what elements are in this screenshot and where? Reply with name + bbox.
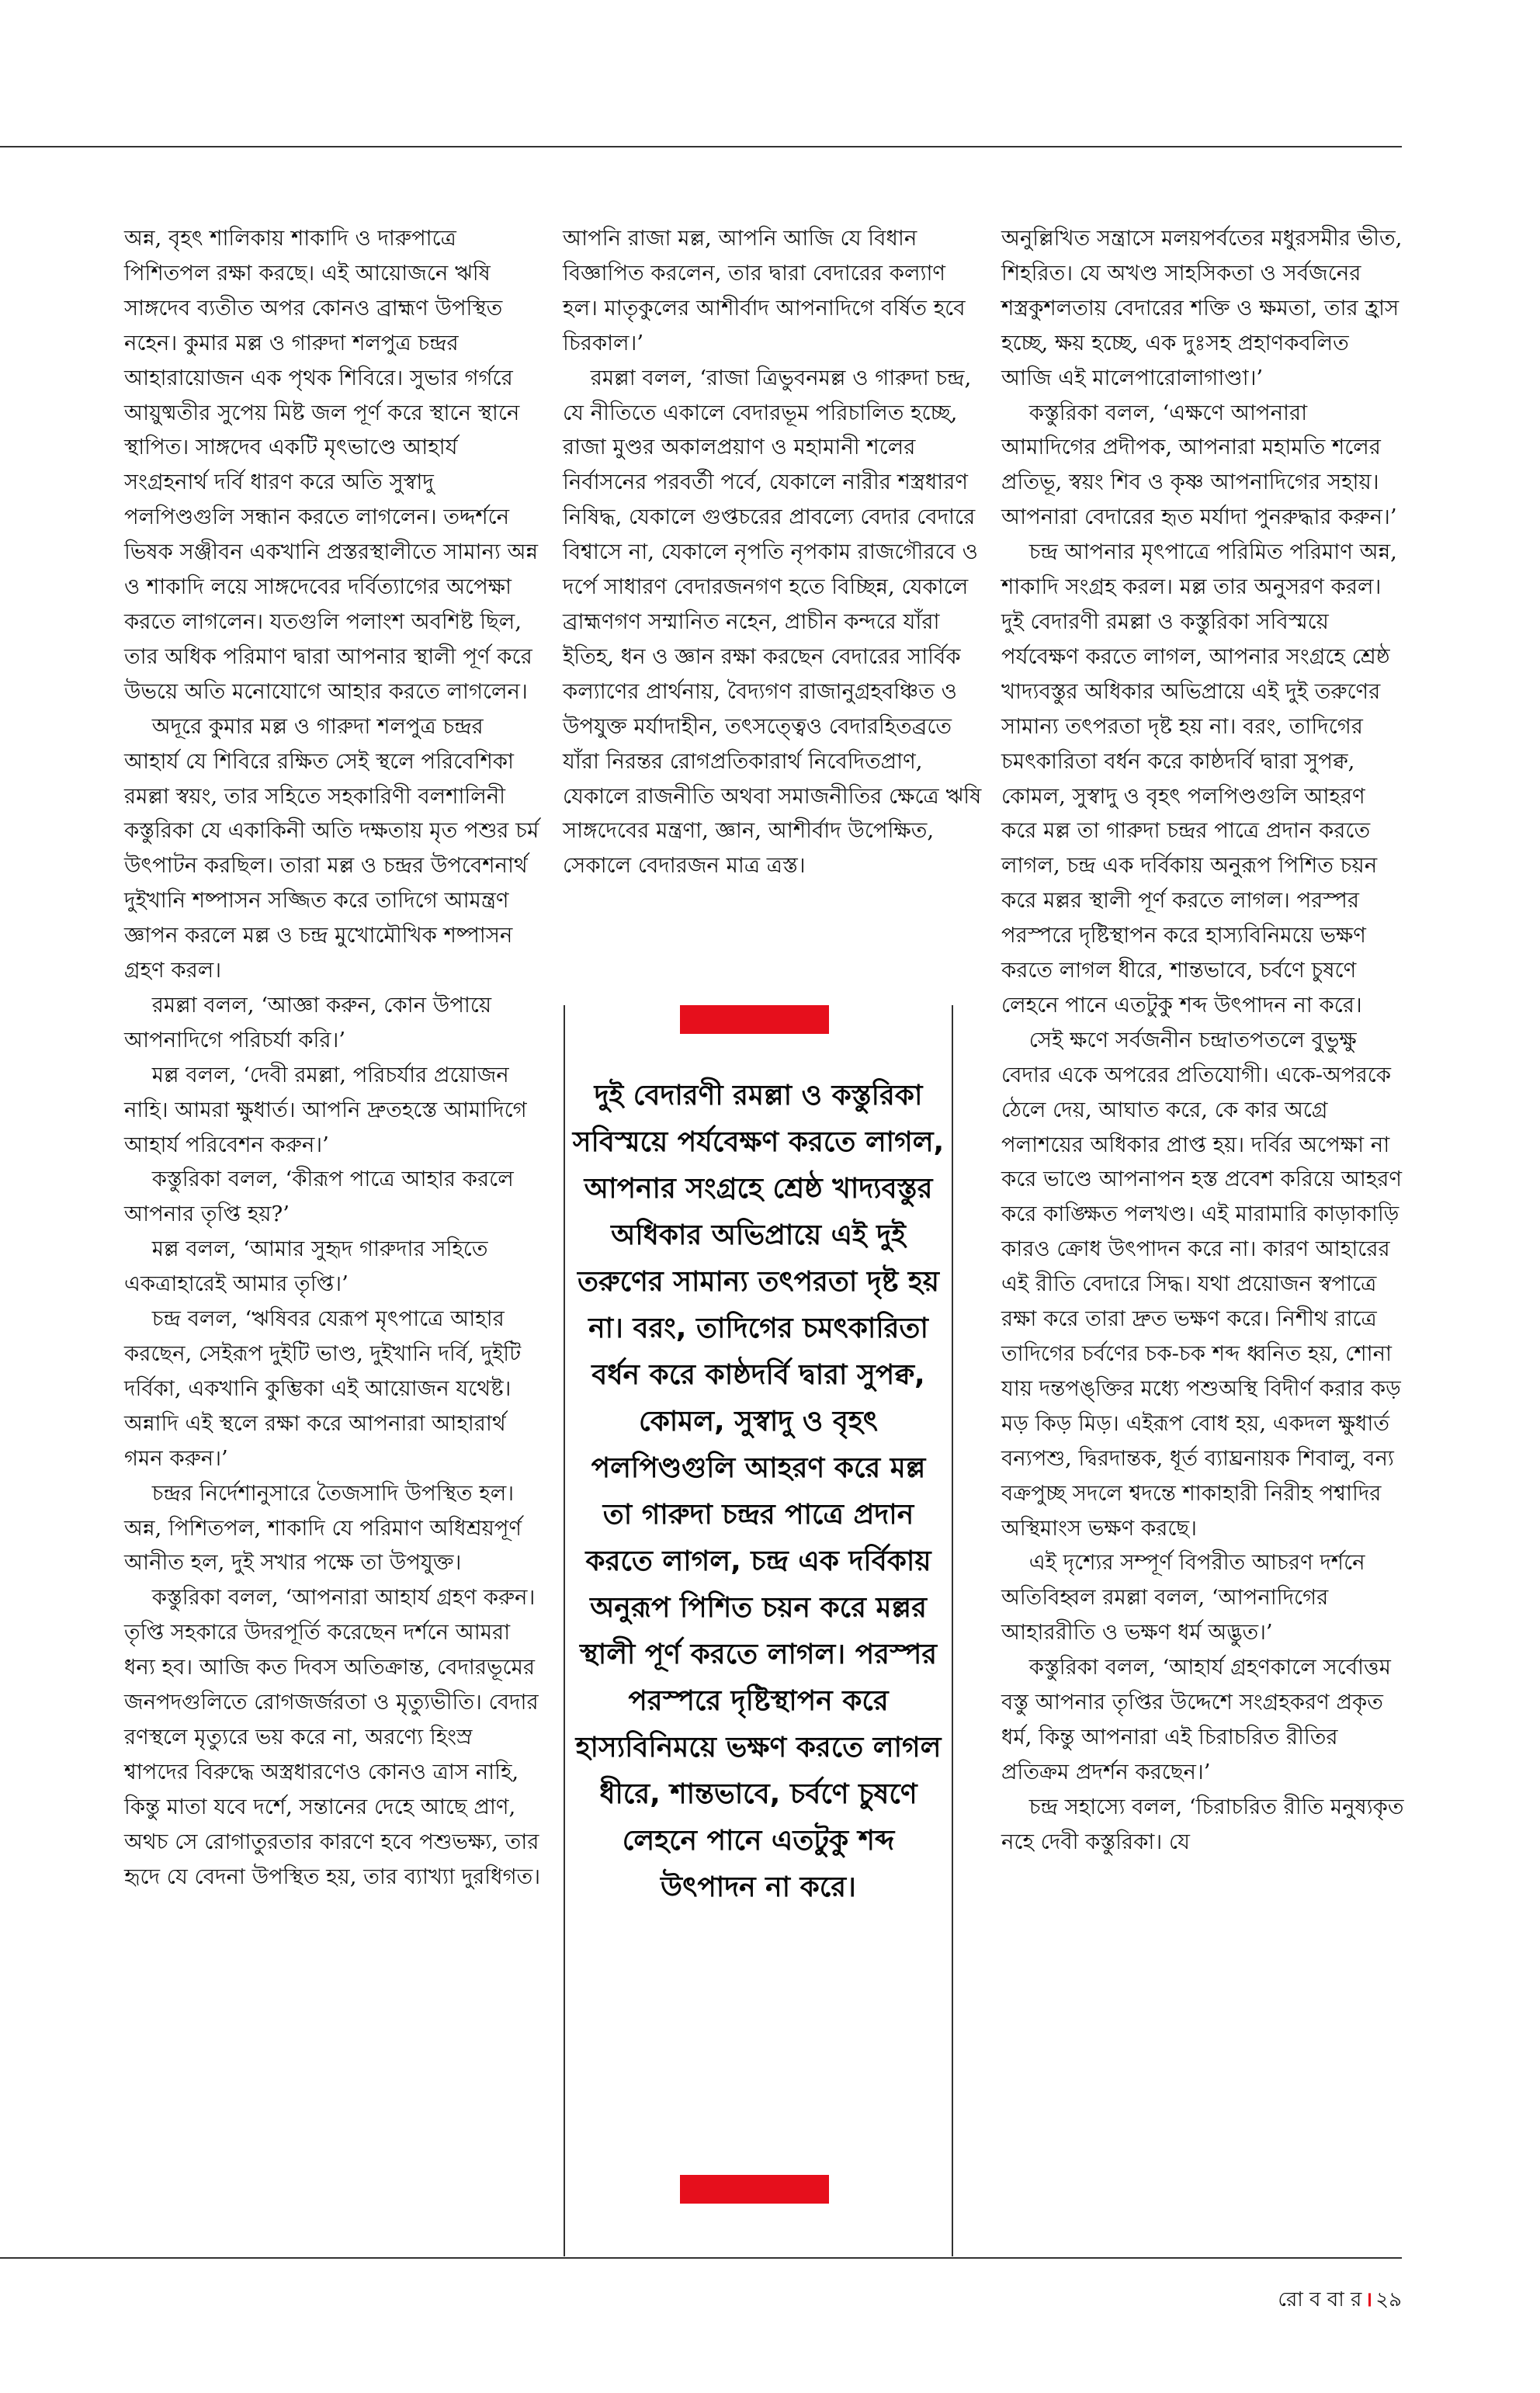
magazine-title: রো ব বা র bbox=[1278, 2288, 1362, 2311]
page-footer bbox=[1278, 2284, 1402, 2318]
pull-quote-bottom-red-bar bbox=[680, 2175, 829, 2204]
paragraph: মল্ল বলল, ‘দেবী রমল্লা, পরিচর্যার প্রয়োজন নাহি। আমরা ক্ষুধার্ত। আপনি দ্রুতহস্তে আমাদিগে আহার্য পরিবেশন করুন।’ bbox=[124, 1062, 527, 1157]
article-column-2 bbox=[563, 221, 982, 883]
paragraph: অনুল্লিখিত সন্ত্রাসে মলয়পর্বতের মধুরসমীর ভীত, শিহরিত। যে অখণ্ড সাহসিকতা ও সর্বজনের শস্ত্রকুশলতায় বেদারের শক্তি ও ক্ষমতা, তার হ্রাস হচ্ছে, ক্ষয় হচ্ছে, এক দুঃসহ প্রহাণকবলিত আজি এই মালেপারোলাগাণ্ডা।’ bbox=[1001, 226, 1403, 390]
paragraph: কস্তুরিকা বলল, ‘আহার্য গ্রহণকালে সর্বোত্তম বস্তু আপনার তৃপ্তির উদ্দেশে সংগ্রহকরণ প্রকৃত ধর্ম, কিন্তু আপনারা এই চিরাচরিত রীতির প্রতিক্রম প্রদর্শন করছেন।’ bbox=[1001, 1655, 1391, 1784]
article-column-1 bbox=[124, 221, 543, 1895]
paragraph: চন্দ্র সহাস্যে বলল, ‘চিরাচরিত রীতি মনুষ্যকৃত নহে দেবী কস্তুরিকা। যে bbox=[1001, 1794, 1404, 1854]
paragraph: আপনি রাজা মল্ল, আপনি আজি যে বিধান বিজ্ঞাপিত করলেন, তার দ্বারা বেদারের কল্যাণ হল। মাতৃকুলের আশীর্বাদ আপনাদিগে বর্ষিত হবে চিরকাল।’ bbox=[563, 226, 966, 355]
footer-separator: । bbox=[1365, 2288, 1373, 2311]
paragraph: চন্দ্র আপনার মৃৎপাত্রে পরিমিত পরিমাণ অন্ন, শাকাদি সংগ্রহ করল। মল্ল তার অনুসরণ করল। দুই বেদারণী রমল্লা ও কস্তুরিকা সবিস্ময়ে পর্যবেক্ষণ করতে লাগল, আপনার সংগ্রহে শ্রেষ্ঠ খাদ্যবস্তুর অধিকার অভিপ্রায়ে এই দুই তরুণের সামান্য তৎপরতা দৃষ্ট হয় না। বরং, তাদিগের চমৎকারিতা বর্ধন করে কাষ্ঠদর্বি দ্বারা সুপক্ব, কোমল, সুস্বাদু ও বৃহৎ পলপিণ্ডগুলি আহরণ করে মল্ল তা গারুদা চন্দ্রর পাত্রে প্রদান করতে লাগল, চন্দ্র এক দর্বিকায় অনুরূপ পিশিত চয়ন করে মল্লর স্থালী পূর্ণ করতে লাগল। পরস্পর পরস্পরে দৃষ্টিস্থাপন করে হাস্যবিনিময়ে ভক্ষণ করতে লাগল ধীরে, শান্তভাবে, চর্বণে চুষণে লেহনে পানে এতটুকু শব্দ উৎপাদন না করে। bbox=[1001, 539, 1397, 1018]
pull-quote-top-red-bar bbox=[680, 1005, 829, 1034]
paragraph: রমল্লা বলল, ‘আজ্ঞা করুন, কোন উপায়ে আপনাদিগে পরিচর্যা করি।’ bbox=[124, 992, 492, 1053]
paragraph: চন্দ্র বলল, ‘ঋষিবর যেরূপ মৃৎপাত্রে আহার করছেন, সেইরূপ দুইটি ভাণ্ড, দুইখানি দর্বি, দুইটি দর্বিকা, একখানি কুম্ভিকা এই আয়োজন যথেষ্ট। অন্নাদি এই স্থলে রক্ষা করে আপনারা আহারার্থ গমন করুন।’ bbox=[124, 1306, 522, 1471]
paragraph: রমল্লা বলল, ‘রাজা ত্রিভুবনমল্ল ও গারুদা চন্দ্র, যে নীতিতে একালে বেদারভূম পরিচালিত হচ্ছে, রাজা মুণ্ডর অকালপ্রয়াণ ও মহামানী শলের নির্বাসনের পরবর্তী পর্বে, যেকালে নারীর শস্ত্রধারণ নিষিদ্ধ, যেকালে গুপ্তচরের প্রাবল্যে বেদার বেদারে বিশ্বাসে না, যেকালে নৃপতি নৃপকাম রাজগৌরবে ও দর্পে সাধারণ বেদারজনগণ হতে বিচ্ছিন্ন, যেকালে ব্রাহ্মণগণ সম্মানিত নহেন, প্রাচীন কন্দরে যাঁরা ইতিহ, ধন ও জ্ঞান রক্ষা করছেন বেদারের সার্বিক কল্যাণের প্রার্থনায়, বৈদ্যগণ রাজানুগ্রহবঞ্চিত ও উপযুক্ত মর্যাদাহীন, তৎসত্ত্বেও বেদারহিতব্রতে যাঁরা নিরন্তর রোগপ্রতিকারার্থ নিবেদিতপ্রাণ, যেকালে রাজনীতি অথবা সমাজনীতির ক্ষেত্রে ঋষি সাঙ্গদেবের মন্ত্রণা, জ্ঞান, আশীর্বাদ উপেক্ষিত, সেকালে বেদারজন মাত্র ত্রস্ত। bbox=[563, 365, 982, 879]
page-number: ২৯ bbox=[1375, 2288, 1402, 2311]
paragraph: অদূরে কুমার মল্ল ও গারুদা শলপুত্র চন্দ্রর আহার্য যে শিবিরে রক্ষিত সেই স্থলে পরিবেশিকা রমল্লা স্বয়ং, তার সহিতে সহকারিণী বলশালিনী কস্তুরিকা যে একাকিনী অতি দক্ষতায় মৃত পশুর চর্ম উৎপাটন করছিল। তারা মল্ল ও চন্দ্রর উপবেশনার্থ দুইখানি শষ্পাসন সজ্জিত করে তাদিগে আমন্ত্রণ জ্ঞাপন করলে মল্ল ও চন্দ্র মুখোমৌখিক শষ্পাসন গ্রহণ করল। bbox=[124, 713, 539, 983]
paragraph: কস্তুরিকা বলল, ‘এক্ষণে আপনারা আমাদিগের প্রদীপক, আপনারা মহামতি শলের প্রতিভূ, স্বয়ং শিব ও কৃষ্ণ আপনাদিগের সহায়। আপনারা বেদারের হৃত মর্যাদা পুনরুদ্ধার করুন।’ bbox=[1001, 400, 1397, 530]
paragraph: এই দৃশ্যের সম্পূর্ণ বিপরীত আচরণ দর্শনে অতিবিহ্বল রমল্লা বলল, ‘আপনাদিগের আহাররীতি ও ভক্ষণ ধর্ম অদ্ভুত।’ bbox=[1001, 1550, 1365, 1646]
pull-quote: দুই বেদারণী রমল্লা ও কস্তুরিকা সবিস্ময়ে পর্যবেক্ষণ করতে লাগল, আপনার সংগ্রহে শ্রেষ্ঠ খাদ্যবস্তুর অধিকার অভিপ্রায়ে এই দুই তরুণের সামান্য তৎপরতা দৃষ্ট হয় না। বরং, তাদিগের চমৎকারিতা বর্ধন করে কাষ্ঠদর্বি দ্বারা সুপক্ব, কোমল, সুস্বাদু ও বৃহৎ পলপিণ্ডগুলি আহরণ করে মল্ল তা গারুদা চন্দ্রর পাত্রে প্রদান করতে লাগল, চন্দ্র এক দর্বিকায় অনুরূপ পিশিত চয়ন করে মল্লর স্থালী পূর্ণ করতে লাগল। পরস্পর পরস্পরে দৃষ্টিস্থাপন করে হাস্যবিনিময়ে ভক্ষণ করতে লাগল ধীরে, শান্তভাবে, চর্বণে চুষণে লেহনে পানে এতটুকু শব্দ উৎপাদন না করে। bbox=[572, 1080, 945, 1903]
paragraph: সেই ক্ষণে সর্বজনীন চন্দ্রাতপতলে বুভুক্ষু বেদার একে অপরের প্রতিযোগী। একে-অপরকে ঠেলে দেয়, আঘাত করে, কে কার অগ্রে পলাশয়ের অধিকার প্রাপ্ত হয়। দর্বির অপেক্ষা না করে ভাণ্ডে আপনাপন হস্ত প্রবেশ করিয়ে আহরণ করে কাঙ্ক্ষিত পলখণ্ড। এই মারামারি কাড়াকাড়ি কারও ক্রোধ উৎপাদন করে না। কারণ আহারের এই রীতি বেদারে সিদ্ধ। যথা প্রয়োজন স্বপাত্রে রক্ষা করে তারা দ্রুত ভক্ষণ করে। নিশীথ রাত্রে তাদিগের চর্বণের চক-চক শব্দ ধ্বনিত হয়, শোনা যায় দন্তপঙ্‌ক্তির মধ্যে পশুঅস্থি বিদীর্ণ করার কড় মড় কিড় মিড়। এইরূপ বোধ হয়, একদল ক্ষুধার্ত বন্যপশু, দ্বিরদান্তক, ধূর্ত ব্যাঘ্রনায়ক শিবালু, বন্য বক্রপুচ্ছ সদলে শ্বদন্তে শাকাহারী নিরীহ পশ্বাদির অস্থিমাংস ভক্ষণ করছে। bbox=[1001, 1027, 1403, 1541]
pull-quote-right-rule bbox=[952, 1005, 953, 2256]
paragraph: কস্তুরিকা বলল, ‘কীরূপ পাত্রে আহার করলে আপনার তৃপ্তি হয়?’ bbox=[124, 1167, 514, 1227]
paragraph: মল্ল বলল, ‘আমার সুহৃদ গারুদার সহিতে একত্রাহারেই আমার তৃপ্তি।’ bbox=[124, 1236, 488, 1297]
paragraph: অন্ন, বৃহৎ শালিকায় শাকাদি ও দারুপাত্রে পিশিতপল রক্ষা করছে। এই আয়োজনে ঋষি সাঙ্গদেব ব্যতীত অপর কোনও ব্রাহ্মণ উপস্থিত নহেন। কুমার মল্ল ও গারুদা শলপুত্র চন্দ্রর আহারায়োজন এক পৃথক শিবিরে। সুভার গর্গরে আয়ুষ্মতীর সুপেয় মিষ্ট জল পূর্ণ করে স্থানে স্থানে স্থাপিত। সাঙ্গদেব একটি মৃৎভাণ্ডে আহার্য সংগ্রহনার্থ দর্বি ধারণ করে অতি সুস্বাদু পলপিণ্ডগুলি সন্ধান করতে লাগলেন। তদ্দর্শনে ভিষক সঞ্জীবন একখানি প্রস্তরস্থালীতে সামান্য অন্ন ও শাকাদি লয়ে সাঙ্গদেবের দর্বিত্যাগের অপেক্ষা করতে লাগলেন। যতগুলি পলাংশ অবশিষ্ট ছিল, তার অধিক পরিমাণ দ্বারা আপনার স্থালী পূর্ণ করে উভয়ে অতি মনোযোগে আহার করতে লাগলেন। bbox=[124, 226, 539, 704]
pull-quote-left-rule bbox=[564, 1005, 565, 2256]
paragraph: চন্দ্রর নির্দেশানুসারে তৈজসাদি উপস্থিত হল। অন্ন, পিশিতপল, শাকাদি যে পরিমাণ অধিশ্রয়পূর্ণ আনীত হল, দুই সখার পক্ষে তা উপযুক্ত। bbox=[124, 1480, 522, 1576]
top-rule bbox=[0, 146, 1402, 147]
article-column-3 bbox=[1001, 221, 1405, 1860]
bottom-rule bbox=[0, 2257, 1402, 2259]
paragraph: কস্তুরিকা বলল, ‘আপনারা আহার্য গ্রহণ করুন। তৃপ্তি সহকারে উদরপূর্তি করেছেন দর্শনে আমরা ধন্য হব। আজি কত দিবস অতিক্রান্ত, বেদারভূমের জনপদগুলিতে রোগজর্জরতা ও মৃত্যুভীতি। বেদার রণস্থলে মৃত্যুরে ভয় করে না, অরণ্যে হিংস্র শ্বাপদের বিরুদ্ধে অস্ত্রধারণেও কোনও ত্রাস নাহি, কিন্তু মাতা যবে দর্শে, সন্তানের দেহে আছে প্রাণ, অথচ সে রোগাতুরতার কারণে হবে পশুভক্ষ্য, তার হৃদে যে বেদনা উপস্থিত হয়, তার ব্যাখ্যা দুরধিগত। bbox=[124, 1585, 541, 1889]
